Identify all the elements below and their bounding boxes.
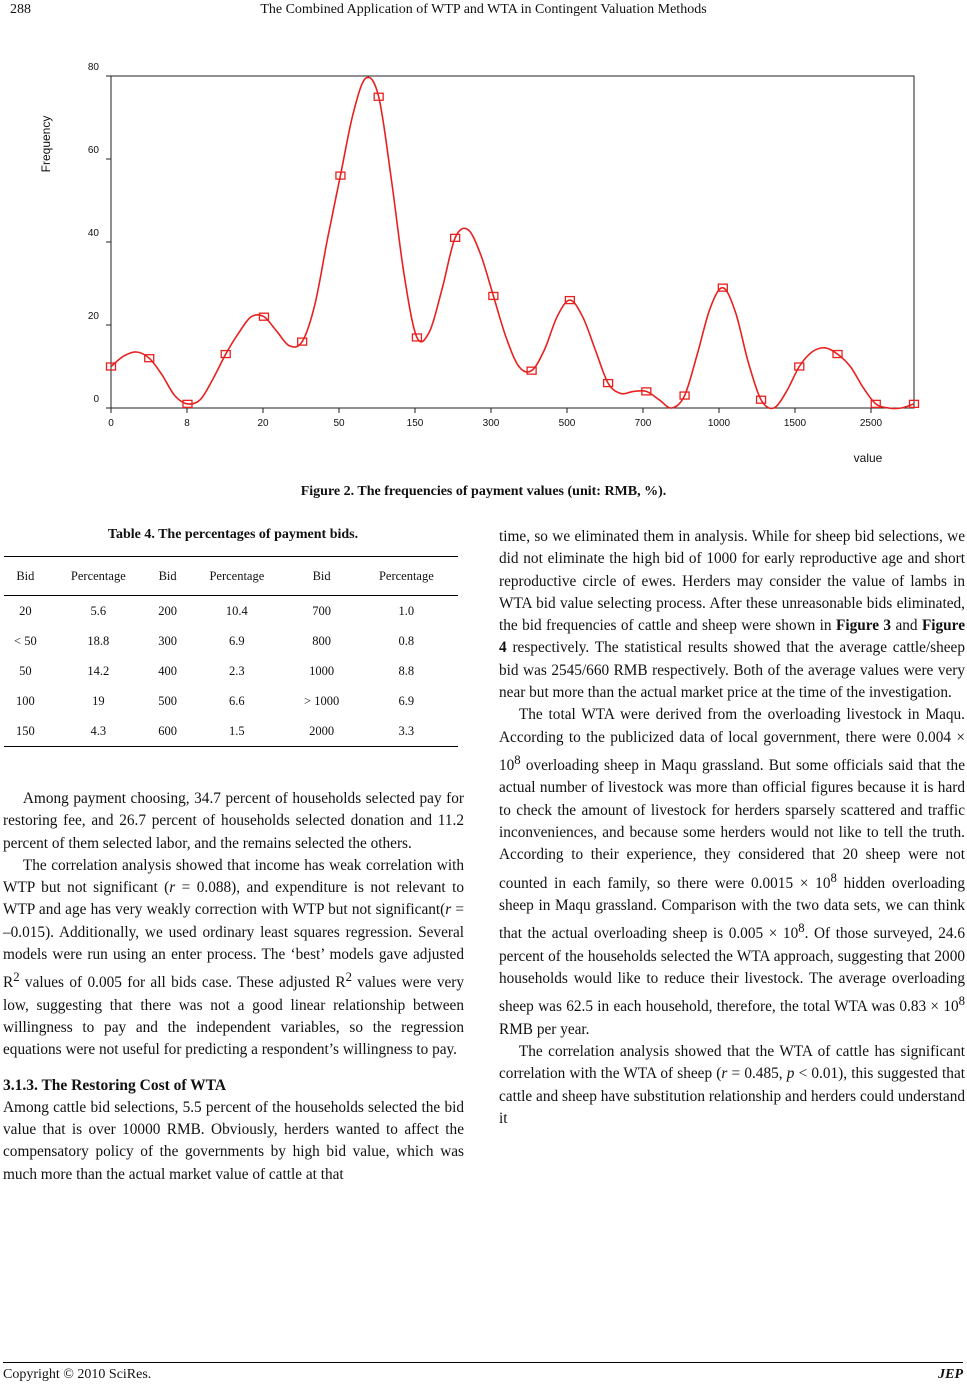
- text-run: and: [891, 617, 922, 635]
- header-bid: Bid: [16, 568, 35, 583]
- superscript: 8: [830, 870, 837, 885]
- text-run: values were very low, suggesting that there was not a good linear relationship between willingness to pay and the independent variables, so the regression equations were not useful for predicting a respondent’s willingness to pay.: [3, 974, 464, 1059]
- table-cell: 150: [15, 723, 35, 738]
- table-caption: Table 4. The percentages of payment bids.: [107, 527, 359, 542]
- footer-rule: [3, 1362, 963, 1363]
- text-run: The correlation analysis showed that the WTA of cattle has significant correlation with the WTA of sheep (: [499, 1042, 965, 1083]
- table-row: [4, 656, 458, 686]
- x-tick-label: 700: [634, 418, 652, 429]
- x-tick-label: 2500: [859, 418, 883, 429]
- paragraph-payment-choosing: Among payment choosing, 34.7 percent of households selected pay for restoring fee, and 26.7 percent of households selected donation and 11.2 percent of them selected labor, and the remains selected the others.: [3, 790, 464, 852]
- table-cell: 1.5: [229, 723, 245, 738]
- table-row: [4, 716, 458, 747]
- figure-ref[interactable]: Figure 3: [835, 617, 892, 635]
- figure-ref[interactable]: Figure 4: [499, 617, 965, 657]
- x-tick-label: 20: [257, 418, 269, 429]
- frequency-line: [111, 77, 914, 408]
- superscript: 2: [345, 970, 352, 985]
- left-column: [3, 788, 464, 1186]
- table-cell: 0.8: [398, 633, 415, 648]
- y-tick-label: 0: [93, 394, 99, 405]
- table-cell: 3.3: [398, 723, 415, 738]
- paragraph-correlation-wta: [499, 1041, 965, 1130]
- table-cell: 4.3: [90, 723, 107, 738]
- table-cell: 500: [158, 693, 177, 708]
- header-percentage: Percentage: [378, 568, 434, 583]
- x-tick-label: 1000: [707, 418, 731, 429]
- text-run: values of 0.005 for all bids case. These adjusted R: [19, 974, 346, 992]
- payment-bids-table: [4, 556, 458, 747]
- header-percentage: Percentage: [70, 568, 126, 583]
- x-tick-label: 300: [482, 418, 500, 429]
- table-cell: 6.9: [229, 633, 245, 648]
- table-cell: 400: [158, 663, 177, 678]
- x-tick-label: 8: [184, 418, 190, 429]
- table-cell: 8.8: [398, 663, 415, 678]
- text-run: time, so we eliminated them in analysis. While for sheep bid selections, we did not eliminate the high bid of 1000 for early reproductive age and short reproductive circle of ewes. Herders may consider the value of lambs in WTA bid value selecting process. After these unreasonable bids eliminated, the bid frequencies of cattle and sheep were shown in: [499, 528, 965, 635]
- table-cell: 1.0: [398, 603, 415, 618]
- text-run: The total WTA were derived from the overloading livestock in Maqu. According to the publicized data of local government, there were 0.004 × 10: [499, 706, 965, 775]
- table-cell: 600: [158, 723, 177, 738]
- superscript: 8: [514, 752, 521, 767]
- x-axis-title: value: [853, 451, 883, 465]
- symbol-r: r: [445, 901, 452, 919]
- text-run: RMB per year.: [499, 1020, 590, 1038]
- table-cell: 14.2: [87, 663, 110, 678]
- running-title: The Combined Application of WTP and WTA in Contingent Valuation Methods: [260, 2, 707, 17]
- table-cell: 18.8: [87, 633, 110, 648]
- y-axis-title: Frequency: [39, 115, 53, 173]
- table-cell: 5.6: [90, 603, 107, 618]
- text-run: respectively. The statistical results showed that the average cattle/sheep bid was 2545/660 RMB respectively. Both of the average values were very near but more than the actual market price at the time of the investigation.: [499, 639, 965, 702]
- table-cell: 6.9: [398, 693, 415, 708]
- table-header-row: [4, 557, 458, 596]
- y-tick-label: 40: [87, 228, 99, 239]
- table-cell: 200: [158, 603, 177, 618]
- y-tick-label: 80: [87, 62, 99, 73]
- table-cell: 10.4: [225, 603, 248, 618]
- table-row: [4, 626, 458, 656]
- plot-frame: [111, 76, 914, 408]
- symbol-p: p: [786, 1065, 795, 1083]
- table-cell: 2.3: [229, 663, 245, 678]
- symbol-r: r: [169, 879, 176, 897]
- frequency-chart: [20, 62, 950, 482]
- superscript: 8: [798, 921, 805, 936]
- paragraph-cattle-bids: Among cattle bid selections, 5.5 percent of the households selected the bid value that is over 10000 RMB. Obviously, herders wanted to affect the compensatory policy of the governments by high bid value, which was much more than the actual market value of cattle at that: [3, 1098, 464, 1183]
- table-cell: 2000: [309, 723, 335, 738]
- x-tick-label: 150: [406, 418, 424, 429]
- y-tick-label: 20: [87, 311, 99, 322]
- header-bid: Bid: [158, 568, 177, 583]
- frequency-chart-svg: [20, 62, 950, 482]
- superscript: 2: [13, 970, 20, 985]
- table-cell: 20: [19, 603, 32, 618]
- table-cell: < 50: [14, 633, 37, 648]
- table-cell: 300: [158, 633, 177, 648]
- paragraph-correlation-wtp: [3, 855, 464, 1062]
- text-run: overloading sheep in Maqu grassland. But some officials said that the actual number of livestock was more than official figures because it is hard to check the amount of livestock for herders sparsely scattered and traffic inconveniences, and because some herders would not like to tell the truth. According to their experience, they considered that 20 sheep were not counted in each family, so there were 0.0015 × 10: [499, 757, 965, 892]
- x-tick-label: 50: [333, 418, 345, 429]
- table-cell: 50: [19, 663, 32, 678]
- footer-journal: JEP: [938, 1367, 963, 1382]
- paragraph-eliminated-bids: [499, 526, 965, 704]
- header-percentage: Percentage: [209, 568, 265, 583]
- x-tick-label: 0: [108, 418, 114, 429]
- text-run: The correlation analysis showed that income has weak correlation with WTP but not significant (: [3, 856, 464, 897]
- table-cell: 100: [15, 693, 35, 708]
- table-cell: 800: [312, 633, 331, 648]
- page-number: 288: [10, 2, 31, 17]
- text-run: hidden overloading sheep in Maqu grassland. Comparison with the two data sets, we can think that the actual overloading sheep is 0.005 × 10: [499, 874, 965, 943]
- figure-caption: Figure 2. The frequencies of payment values (unit: RMB, %).: [300, 484, 667, 499]
- table-cell: 700: [312, 603, 331, 618]
- right-column: [499, 526, 965, 1130]
- y-tick-label: 60: [87, 145, 99, 156]
- section-heading: 3.1.3. The Restoring Cost of WTA: [3, 1076, 227, 1094]
- symbol-r: r: [721, 1065, 728, 1083]
- x-tick-label: 500: [558, 418, 576, 429]
- footer-copyright: Copyright © 2010 SciRes.: [3, 1367, 152, 1382]
- table-row: [4, 686, 458, 716]
- table-row: [4, 596, 458, 627]
- text-run: < 0.01), this suggested that cattle and sheep have substitution relationship and herders could understand it: [499, 1065, 965, 1127]
- text-run: = 0.485,: [727, 1065, 787, 1083]
- text-run: . Of those surveyed, 24.6 percent of the households selected the WTA approach, suggesting that 2000 households would like to reduce their livestock. The average overloading sheep was 62.5 in each household, therefore, the total WTA was 0.83 × 10: [499, 925, 965, 1016]
- paragraph-total-wta: [499, 704, 965, 1041]
- text-run: = 0.088), and expenditure is not relevant to WTP and age has very weakly correction with WTP but not significant(: [3, 879, 464, 919]
- superscript: 8: [958, 994, 965, 1009]
- table-cell: 6.6: [229, 693, 245, 708]
- table-cell: 1000: [309, 663, 335, 678]
- text-run: = –0.015). Additionally, we used ordinary least squares regression. Several models were run using an enter process. The ‘best’ models gave adjusted R: [3, 901, 465, 992]
- table-cell: 19: [92, 693, 105, 708]
- x-tick-label: 1500: [783, 418, 807, 429]
- table-cell: > 1000: [304, 693, 340, 708]
- header-bid: Bid: [312, 568, 331, 583]
